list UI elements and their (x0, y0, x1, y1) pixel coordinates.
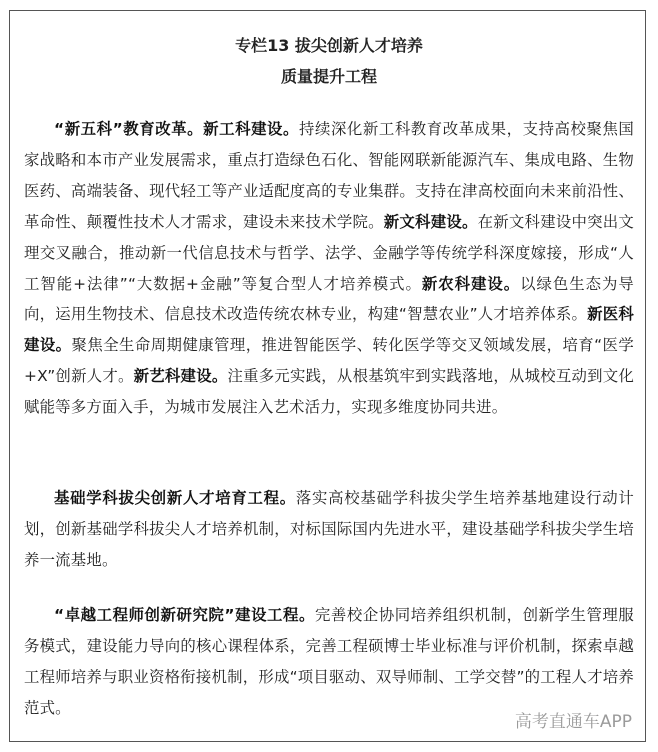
text-excellent-engineers: 完善校企协同培养组织机制，创新学生管理服务模式，建设能力导向的核心课程体系，完善工程硕博士毕业标准与评价机制，探索卓越工程师培养与职业资格衔接机制，形成“项目驱动、双导师制、工学交替”的工程人才培养范式。 (24, 606, 634, 717)
paragraph-excellent-engineers (24, 600, 634, 724)
heading-new-arts: 新艺科建设。 (133, 367, 228, 386)
column-title: 专栏13 拔尖创新人才培养 (235, 36, 423, 55)
heading-new-five-disciplines: “新五科”教育改革。 (54, 120, 204, 138)
heading-new-agriculture: 新农科建设。 (421, 274, 521, 293)
paragraph-new-five-disciplines (24, 114, 634, 423)
heading-new-liberal-arts: 新文科建设。 (383, 212, 478, 231)
text-new-agriculture: 以绿色生态为导向，运用生物技术、信息技术改造传统农林专业，构建“智慧农业”人才培养体系。 (24, 274, 634, 324)
text-new-medicine: 聚焦全生命周期健康管理，推进智能医学、转化医学等交叉领域发展，培育“医学+X”创新人才。 (24, 336, 634, 386)
text-new-arts: 注重多元实践，从根基筑牢到实践落地，从城校互动到文化赋能等多方面入手，为城市发展注入艺术活力，实现多维度协同共进。 (24, 367, 635, 417)
text-new-engineering: 持续深化新工科教育改革成果，支持高校聚焦国家战略和本市产业发展需求，重点打造绿色石化、智能网联新能源汽车、集成电路、生物医药、高端装备、现代轻工等产业适配度高的专业集群。支持在津高校面向未来前沿性、革命性、颠覆性技术人才需求，建设未来技术学院。 (24, 120, 635, 231)
paragraph-basic-disciplines (24, 483, 634, 576)
heading-excellent-engineers: “卓越工程师创新研究院”建设工程。 (54, 606, 315, 624)
column-subtitle: 质量提升工程 (280, 67, 377, 86)
heading-new-medicine: 新医科建设。 (24, 305, 634, 355)
heading-new-engineering: 新工科建设。 (203, 120, 299, 138)
text-new-liberal-arts: 在新文科建设中突出文理交叉融合，推动新一代信息技术与哲学、法学、金融学等传统学科深度嫁接，形成“人工智能+法律”“大数据+金融”等复合型人才培养模式。 (24, 212, 634, 293)
heading-basic-disciplines: 基础学科拔尖创新人才培育工程。 (54, 489, 296, 507)
text-basic-disciplines: 落实高校基础学科拔尖学生培养基地建设行动计划，创新基础学科拔尖人才培养机制，对标国际国内先进水平，建设基础学科拔尖学生培养一流基地。 (24, 489, 634, 569)
watermark: 高考直通车APP (513, 707, 634, 732)
